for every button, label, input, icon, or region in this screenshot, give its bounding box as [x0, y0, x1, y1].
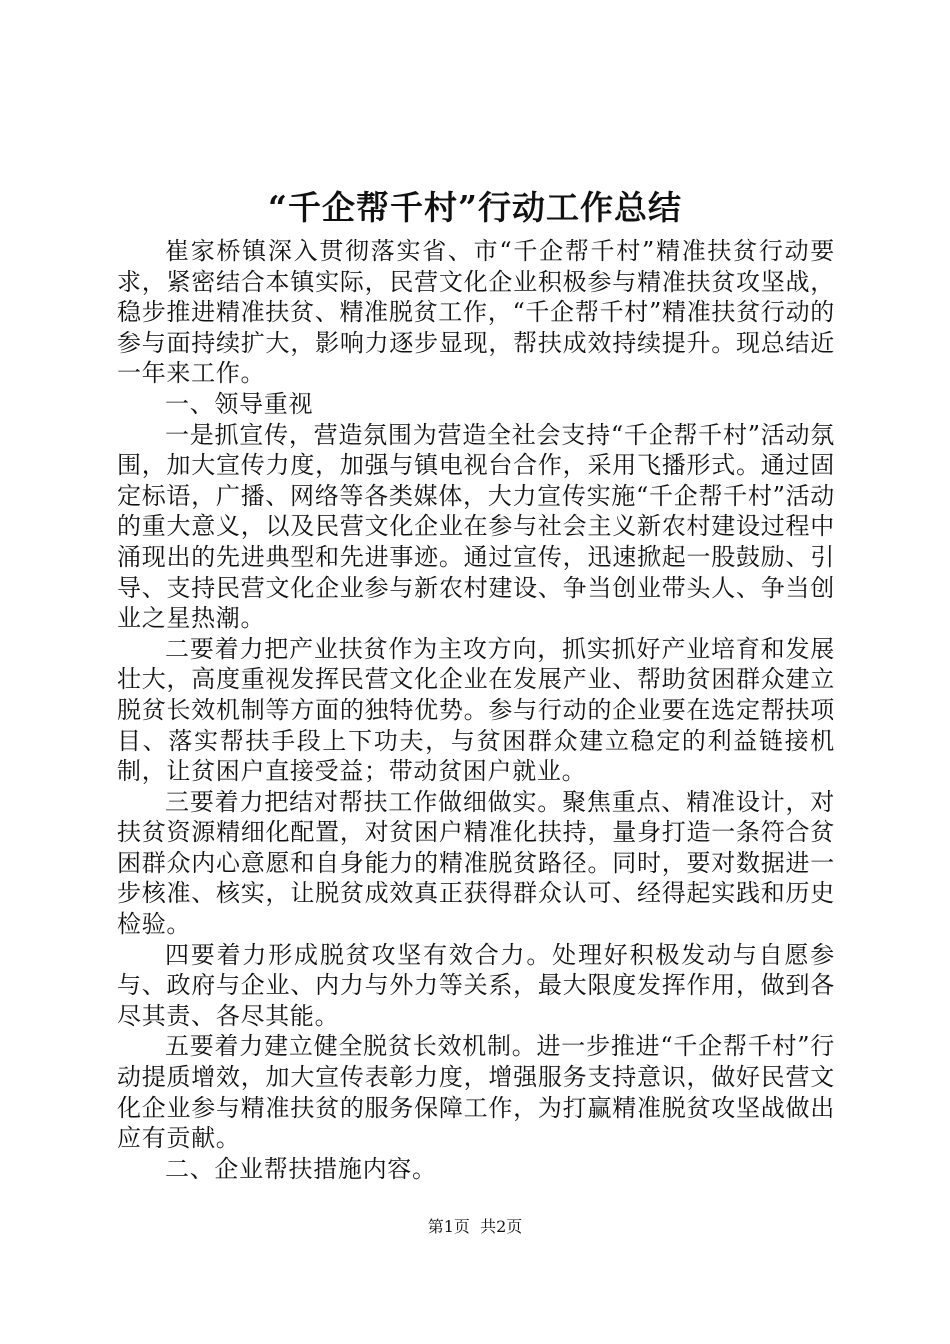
paragraph-paired-assistance: 三要着力把结对帮扶工作做细做实。聚焦重点、精准设计，对扶贫资源精细化配置，对贫困户精准化扶持，量身打造一条符合贫困群众内心意愿和自身能力的精准脱贫路径。同时，要对数据进一步核准、核实，让脱贫成效真正获得群众认可、经得起实践和历史检验。: [117, 787, 835, 939]
paragraph-long-term-mechanism: 五要着力建立健全脱贫长效机制。进一步推进“千企帮千村”行动提质增效，加大宣传表彰力度，增强服务支持意识，做好民营文化企业参与精准扶贫的服务保障工作，为打赢精准脱贫攻坚战做出应有贡献。: [117, 1032, 835, 1153]
intro-paragraph: 崔家桥镇深入贯彻落实省、市“千企帮千村”精准扶贫行动要求，紧密结合本镇实际，民营文化企业积极参与精准扶贫攻坚战，稳步推进精准扶贫、精准脱贫工作，“千企帮千村”精准扶贫行动的参与面持续扩大，影响力逐步显现，帮扶成效持续提升。现总结近一年来工作。: [117, 237, 835, 388]
paragraph-industry-poverty-relief: 二要着力把产业扶贫作为主攻方向，抓实抓好产业培育和发展壮大，高度重视发挥民营文化企业在发展产业、帮助贫困群众建立脱贫长效机制等方面的独特优势。参与行动的企业要在选定帮扶项目、落实帮扶手段上下功夫，与贫困群众建立稳定的利益链接机制，让贫困户直接受益；带动贫困户就业。: [117, 634, 835, 786]
paragraph-publicity: 一是抓宣传，营造氛围为营造全社会支持“千企帮千村”活动氛围，加大宣传力度，加强与镇电视台合作，采用飞播形式。通过固定标语，广播、网络等各类媒体，大力宣传实施“千企帮千村”活动的重大意义，以及民营文化企业在参与社会主义新农村建设过程中涌现出的先进典型和先进事迹。通过宣传，迅速掀起一股鼓励、引导、支持民营文化企业参与新农村建设、争当创业带头人、争当创业之星热潮。: [117, 420, 835, 633]
page-footer: 第1页 共2页: [427, 1217, 523, 1236]
section-heading-leadership: 一、领导重视: [165, 389, 314, 418]
document-body: [117, 236, 835, 1184]
document-title: “千企帮千村”行动工作总结: [268, 188, 682, 227]
paragraph-joint-force: 四要着力形成脱贫攻坚有效合力。处理好积极发动与自愿参与、政府与企业、内力与外力等关系，最大限度发挥作用，做到各尽其责、各尽其能。: [117, 940, 835, 1030]
section-heading-enterprise-measures: 二、企业帮扶措施内容。: [165, 1154, 437, 1183]
